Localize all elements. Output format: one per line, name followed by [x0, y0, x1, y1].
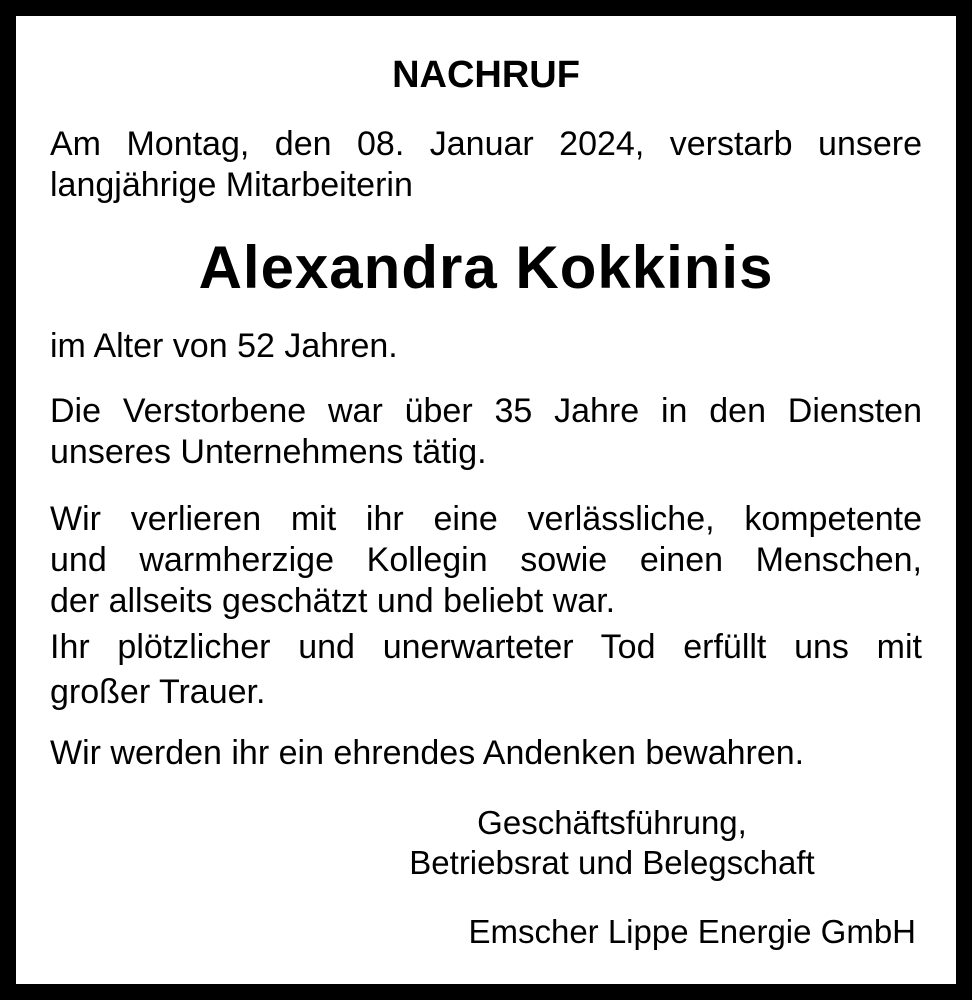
tribute-line-4: Ihr plötzlicher und unerwarteter Tod erfüllt uns mit — [50, 628, 922, 666]
service-line-2: unseres Unternehmens tätig. — [50, 433, 487, 471]
age-text: im Alter von 52 Jahren. — [50, 327, 398, 365]
signature-line-1: Geschäftsführung, — [477, 804, 747, 841]
intro-line-2: langjährige Mitarbeiterin — [50, 166, 413, 204]
tribute-line-3: der allseits geschätzt und beliebt war. — [50, 582, 616, 620]
notice-heading: NACHRUF — [392, 54, 580, 96]
tribute-line-2: und warmherzige Kollegin sowie einen Menschen, — [50, 541, 922, 579]
signature-line-2: Betriebsrat und Belegschaft — [409, 844, 815, 881]
deceased-name: Alexandra Kokkinis — [198, 234, 774, 301]
closing-text: Wir werden ihr ein ehrendes Andenken bewahren. — [50, 734, 805, 772]
tribute-line-5: großer Trauer. — [50, 673, 266, 711]
company-name: Emscher Lippe Energie GmbH — [468, 913, 916, 950]
tribute-line-1: Wir verlieren mit ihr eine verlässliche, kompetente — [50, 500, 922, 538]
service-line-1: Die Verstorbene war über 35 Jahre in den Diensten — [50, 392, 922, 430]
intro-line-1: Am Montag, den 08. Januar 2024, verstarb unsere — [50, 125, 922, 163]
